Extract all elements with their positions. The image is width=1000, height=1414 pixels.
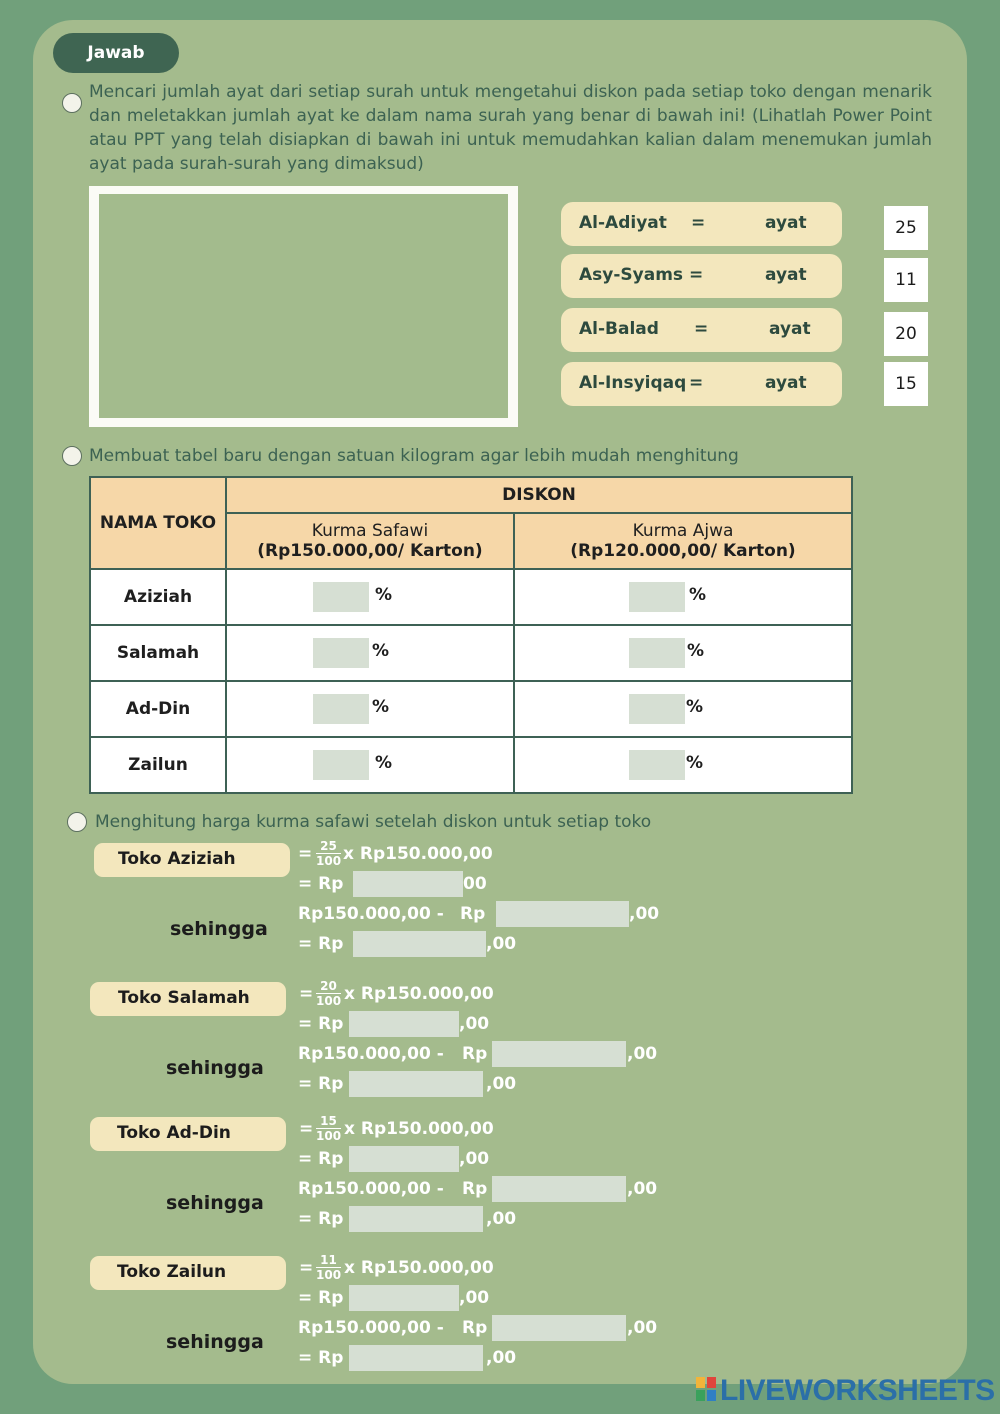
answer-tag: Jawab [53,33,179,73]
safawi-input-zailun[interactable] [313,750,369,780]
cents-suffix: ,00 [486,1209,517,1229]
cents-suffix: 00 [463,874,487,894]
rp-label: Rp [462,1318,488,1338]
surah-name: Al-Balad [579,319,659,339]
ppt-placeholder [99,194,508,418]
final-price-input-ad-din[interactable] [349,1206,483,1232]
discount-amount-input-ad-din[interactable] [349,1146,459,1172]
safawi-cell [226,737,514,793]
times-price: x Rp150.000,00 [344,1258,494,1278]
equals-rp: = Rp [298,1149,344,1169]
fraction-numerator: 15 [316,1114,341,1129]
ajwa-input-ad-din[interactable] [629,694,685,724]
ajwa-input-salamah[interactable] [629,638,685,668]
store-label-aziziah: Toko Aziziah [94,843,290,877]
surah-eq: = [689,265,704,285]
radio-circle-1[interactable] [62,93,82,113]
brand-name: LIVEWORKSHEETS [720,1374,995,1407]
store-label-zailun: Toko Zailun [90,1256,286,1290]
equals-rp: = Rp [298,1348,344,1368]
cents-suffix: ,00 [486,1348,517,1368]
answer-tile-11[interactable]: 11 [884,258,928,302]
store-label-salamah: Toko Salamah [90,982,286,1016]
final-price-input-aziziah[interactable] [353,931,486,957]
discount-table [89,476,853,794]
cents-suffix: ,00 [486,1074,517,1094]
ppt-frame[interactable] [89,186,518,427]
ajwa-input-zailun[interactable] [629,750,685,780]
ajwa-input-aziziah[interactable] [629,582,685,612]
percent-sign: % [372,641,390,661]
instruction-3: Menghitung harga kurma safawi setelah diskon untuk setiap toko [95,812,652,832]
header-safawi [226,513,514,569]
header-ajwa-line2: (Rp120.000,00/ Karton) [570,541,796,561]
cents-suffix: ,00 [459,1149,490,1169]
percent-sign: % [686,697,704,717]
safawi-cell [226,625,514,681]
surah-eq: = [689,373,704,393]
safawi-cell [226,681,514,737]
times-price: x Rp150.000,00 [344,1119,494,1139]
equals-rp: = Rp [298,1014,344,1034]
percent-sign: % [686,753,704,773]
price-minus: Rp150.000,00 - [298,1318,444,1338]
fraction-numerator: 11 [316,1253,341,1268]
subtract-input-zailun[interactable] [492,1315,626,1341]
equals-rp: = Rp [298,1209,344,1229]
row-label-aziziah: Aziziah [90,569,226,625]
surah-unit: ayat [765,265,807,285]
cents-suffix: ,00 [627,1044,658,1064]
header-safawi-line2: (Rp150.000,00/ Karton) [257,541,483,561]
fraction-salamah [316,979,341,1008]
equals-sign: = [299,1258,314,1278]
answer-tile-20[interactable]: 20 [884,312,928,356]
equals-rp: = Rp [298,1074,344,1094]
cents-suffix: ,00 [486,934,517,954]
ajwa-cell [514,625,852,681]
radio-circle-2[interactable] [62,446,82,466]
ajwa-cell [514,569,852,625]
header-ajwa [514,513,852,569]
equals-sign: = [299,984,314,1004]
liveworksheets-mark-icon [696,1377,718,1403]
percent-sign: % [375,753,393,773]
answer-tile-25[interactable]: 25 [884,206,928,250]
surah-unit: ayat [769,319,811,339]
radio-circle-3[interactable] [67,812,87,832]
cents-suffix: ,00 [627,1179,658,1199]
sehingga-label: sehingga [166,1192,264,1214]
final-price-input-salamah[interactable] [349,1071,483,1097]
answer-tile-15[interactable]: 15 [884,362,928,406]
subtract-input-aziziah[interactable] [496,901,629,927]
times-price: x Rp150.000,00 [344,984,494,1004]
rp-label: Rp [462,1044,488,1064]
fraction-denominator: 100 [316,1268,342,1282]
surah-pill-asy-syams [561,254,842,298]
rp-label: Rp [460,904,486,924]
percent-sign: % [687,641,705,661]
instruction-2: Membuat tabel baru dengan satuan kilogram agar lebih mudah menghitung [89,446,739,466]
surah-name: Asy-Syams [579,265,684,285]
surah-name: Al-Insyiqaq [579,373,687,393]
equals-sign: = [298,844,313,864]
row-label-ad-din: Ad-Din [90,681,226,737]
ajwa-cell [514,737,852,793]
cents-suffix: ,00 [459,1288,490,1308]
safawi-input-aziziah[interactable] [313,582,369,612]
percent-sign: % [372,697,390,717]
equals-rp: = Rp [298,1288,344,1308]
times-price: x Rp150.000,00 [343,844,493,864]
percent-sign: % [689,585,707,605]
percent-sign: % [375,585,393,605]
safawi-cell [226,569,514,625]
surah-pill-al-balad [561,308,842,352]
sehingga-label: sehingga [170,918,268,940]
safawi-input-ad-din[interactable] [313,694,369,724]
row-label-zailun: Zailun [90,737,226,793]
surah-unit: ayat [765,373,807,393]
discount-amount-input-zailun[interactable] [349,1285,459,1311]
fraction-ad-din [316,1114,341,1143]
equals-rp: = Rp [298,874,344,894]
price-minus: Rp150.000,00 - [298,904,444,924]
fraction-aziziah [316,839,341,868]
equals-rp: = Rp [298,934,344,954]
header-diskon: DISKON [226,477,852,513]
fraction-zailun [316,1253,341,1282]
surah-eq: = [694,319,709,339]
safawi-input-salamah[interactable] [313,638,369,668]
header-ajwa-line1: Kurma Ajwa [632,521,734,541]
cents-suffix: ,00 [627,1318,658,1338]
surah-name: Al-Adiyat [579,213,667,233]
surah-pill-al-insyiqaq [561,362,842,406]
header-store: NAMA TOKO [90,477,226,569]
rp-label: Rp [462,1179,488,1199]
subtract-input-salamah[interactable] [492,1041,626,1067]
final-price-input-zailun[interactable] [349,1345,483,1371]
surah-unit: ayat [765,213,807,233]
surah-eq: = [691,213,706,233]
header-safawi-line1: Kurma Safawi [311,521,429,541]
fraction-denominator: 100 [316,854,342,868]
discount-amount-input-salamah[interactable] [349,1011,459,1037]
price-minus: Rp150.000,00 - [298,1179,444,1199]
price-minus: Rp150.000,00 - [298,1044,444,1064]
fraction-numerator: 25 [316,839,341,854]
subtract-input-ad-din[interactable] [492,1176,626,1202]
sehingga-label: sehingga [166,1057,264,1079]
cents-suffix: ,00 [629,904,660,924]
discount-amount-input-aziziah[interactable] [353,871,463,897]
instruction-1: Mencari jumlah ayat dari setiap surah untuk mengetahui diskon pada setiap toko dengan menarik dan meletakkan jumlah ayat ke dalam nama surah yang benar di bawah ini! (Lihatlah Power Point atau PPT yang telah disiapkan di bawah ini untuk memudahkan kalian dalam menemukan jumlah ayat pada surah-surah yang dimaksud) [89,82,932,174]
store-label-ad-din: Toko Ad-Din [90,1117,286,1151]
fraction-numerator: 20 [316,979,341,994]
cents-suffix: ,00 [459,1014,490,1034]
fraction-denominator: 100 [316,994,342,1008]
equals-sign: = [299,1119,314,1139]
surah-pill-al-adiyat [561,202,842,246]
row-label-salamah: Salamah [90,625,226,681]
liveworksheets-logo[interactable] [696,1374,995,1408]
sehingga-label: sehingga [166,1331,264,1353]
fraction-denominator: 100 [316,1129,342,1143]
ajwa-cell [514,681,852,737]
